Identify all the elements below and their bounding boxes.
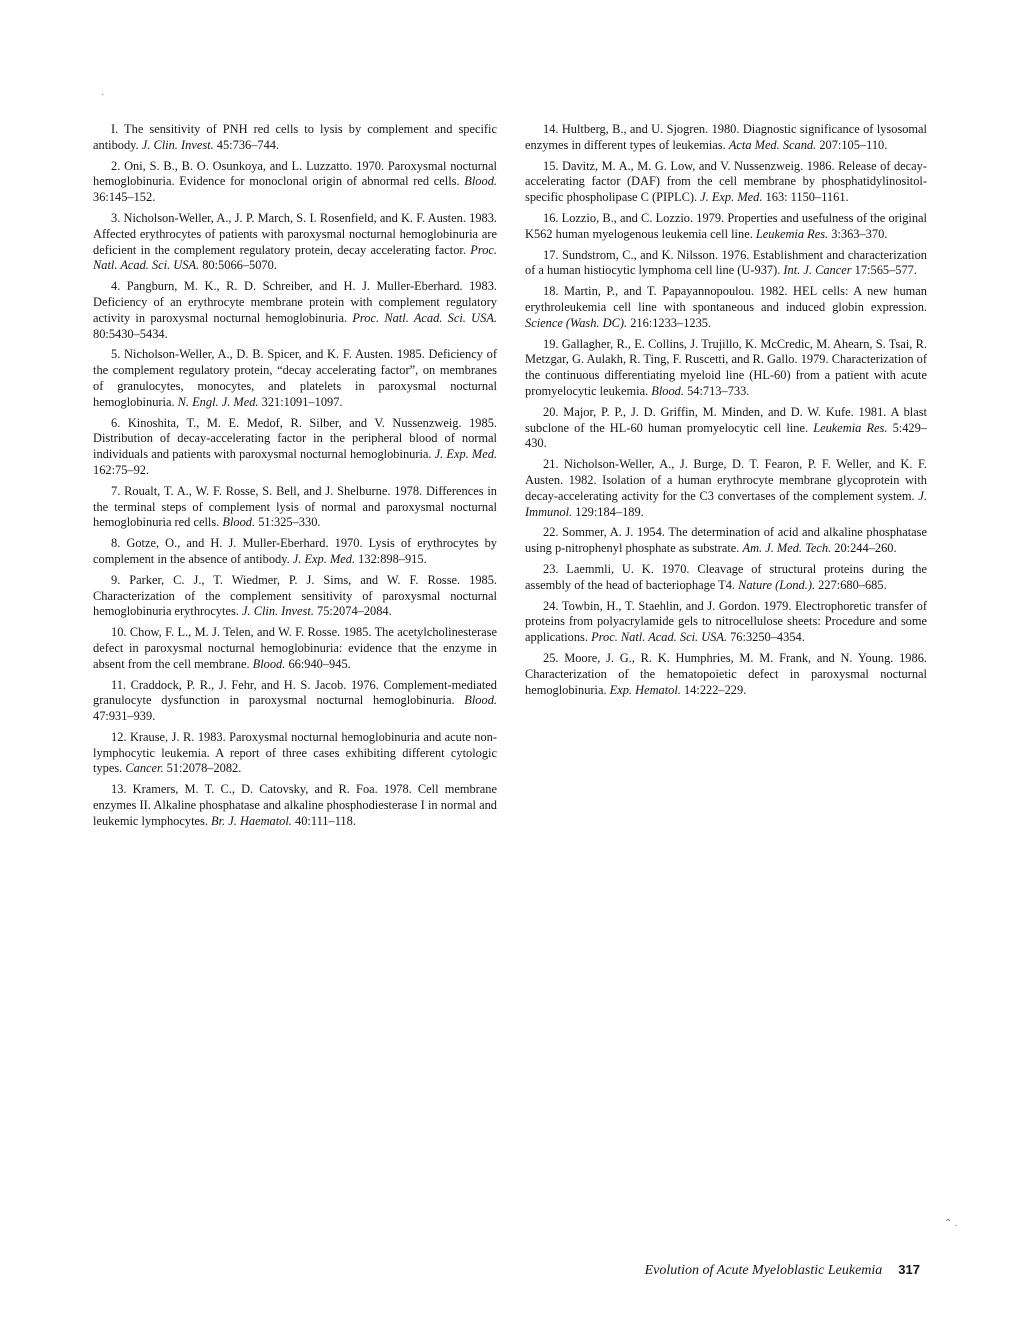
reference-text: 2. Oni, S. B., B. O. Osunkoya, and L. Luzzatto. 1970. Paroxysmal nocturnal hemoglobinuria. Evidence for monoclonal origin of abnormal red cells.	[93, 158, 497, 189]
reference-entry	[525, 651, 927, 698]
reference-citation: 66:940–945.	[285, 656, 351, 671]
running-footer	[560, 1262, 920, 1279]
reference-journal: Leukemia Res.	[813, 420, 888, 435]
reference-journal: J. Clin. Invest.	[141, 137, 214, 152]
reference-entry	[93, 484, 497, 531]
reference-entry	[93, 573, 497, 620]
reference-citation: 216:1233–1235.	[627, 315, 712, 330]
reference-citation: 36:145–152.	[93, 190, 156, 205]
reference-text: 19. Gallagher, R., E. Collins, J. Trujillo, K. McCredic, M. Ahearn, S. Tsai, R. Metzgar, G. Aulakh, R. Ting, F. Ruscetti, and R. Gallo. 1979. Characterization of the continuous differentiating myeloid line (HL-60) from a patient with acute promyelocytic leukemia.	[525, 336, 927, 398]
reference-text: 14. Hultberg, B., and U. Sjogren. 1980. Diagnostic significance of lysosomal enzymes in different types of leukemias.	[525, 122, 927, 152]
reference-entry	[525, 405, 927, 452]
reference-text: 15. Davitz, M. A., M. G. Low, and V. Nussenzweig. 1986. Release of decay-accelerating factor (DAF) from the cell membrane by phosphatidylinositol-specific phospholipase C (PIPLC).	[525, 158, 927, 205]
references-column-left	[93, 122, 497, 835]
reference-citation: 5:429–430.	[525, 420, 927, 451]
reference-entry	[93, 625, 497, 672]
reference-text: 11. Craddock, P. R., J. Fehr, and H. S. Jacob. 1976. Complement-mediated granulocyte dysfunction in paroxysmal nocturnal hemoglobinuria.	[93, 677, 497, 708]
reference-entry	[93, 782, 497, 829]
reference-entry	[525, 599, 927, 646]
reference-text: I. The sensitivity of PNH red cells to lysis by complement and specific antibody.	[93, 122, 497, 152]
reference-text: 4. Pangburn, M. K., R. D. Schreiber, and H. J. Muller-Eberhard. 1983. Deficiency of an erythrocyte membrane protein with complement regulatory activity in paroxysmal nocturnal hemoglobinuria.	[93, 279, 497, 325]
reference-text: 23. Laemmli, U. K. 1970. Cleavage of structural proteins during the assembly of the head of bacteriophage T4.	[525, 561, 927, 592]
scan-speck: ·	[101, 90, 105, 101]
reference-text: 17. Sundstrom, C., and K. Nilsson. 1976. Establishment and characterization of a human histiocytic lymphoma cell line (U-937).	[525, 247, 927, 278]
reference-citation: 76:3250–4354.	[727, 630, 805, 645]
reference-entry	[93, 211, 497, 274]
reference-citation: 80:5430–5434.	[93, 326, 168, 341]
reference-text: 8. Gotze, O., and H. J. Muller-Eberhard. 1970. Lysis of erythrocytes by complement in the absence of antibody.	[93, 536, 497, 566]
reference-citation: 20:244–260.	[831, 541, 897, 556]
reference-text: 6. Kinoshita, T., M. E. Medof, R. Silber, and V. Nussenzweig. 1985. Distribution of decay-accelerating factor in the peripheral blood of normal individuals and patients with paroxysmal nocturnal hemoglobinuria.	[93, 415, 497, 462]
reference-journal: Proc. Natl. Acad. Sci. USA.	[591, 630, 728, 645]
reference-journal: Nature (Lond.).	[738, 577, 816, 592]
reference-entry	[93, 730, 497, 777]
references-column-right	[525, 122, 927, 703]
reference-text: 16. Lozzio, B., and C. Lozzio. 1979. Properties and usefulness of the original K562 human myelogenous leukemia cell line.	[525, 210, 927, 241]
reference-journal: Br. J. Haematol.	[211, 813, 292, 828]
reference-citation: 17:565–577.	[851, 263, 917, 278]
reference-journal: J. Exp. Med.	[292, 551, 356, 566]
page-number: 317	[898, 1262, 920, 1277]
reference-citation: 3:363–370.	[828, 226, 888, 241]
reference-text: 3. Nicholson-Weller, A., J. P. March, S. I. Rosenfield, and K. F. Austen. 1983. Affected erythrocytes of patients with paroxysmal nocturnal hemoglobinuria are deficient in the complement regulatory protein, decay accelerating factor.	[93, 210, 497, 257]
reference-citation: 163: 1150–1161.	[762, 190, 849, 205]
reference-journal: Blood.	[222, 515, 256, 530]
reference-citation: 132:898–915.	[355, 551, 427, 566]
reference-entry	[525, 159, 927, 206]
reference-citation: 207:105–110.	[816, 137, 888, 152]
reference-journal: N. Engl. J. Med.	[177, 394, 259, 409]
reference-journal: J. Immunol.	[525, 488, 927, 519]
reference-journal: Blood.	[252, 656, 286, 671]
reference-text: 5. Nicholson-Weller, A., D. B. Spicer, and K. F. Austen. 1985. Deficiency of the complement regulatory protein, “decay accelerating factor”, on membranes of granulocytes, monocytes, and platelets in paroxysmal nocturnal hemoglobinuria.	[93, 347, 497, 409]
reference-text: 10. Chow, F. L., M. J. Telen, and W. F. Rosse. 1985. The acetylcholinesterase defect in paroxysmal nocturnal hemoglobinuria: evidence that the enzyme in absent from the cell membrane.	[93, 625, 497, 671]
reference-entry	[525, 457, 927, 520]
reference-journal: Blood.	[651, 383, 684, 398]
reference-journal: J. Clin. Invest.	[242, 604, 314, 619]
reference-entry	[525, 284, 927, 331]
reference-citation: 227:680–685.	[815, 577, 887, 592]
reference-journal: Cancer.	[125, 761, 164, 776]
reference-text: 21. Nicholson-Weller, A., J. Burge, D. T. Fearon, P. F. Weller, and K. F. Austen. 1982. Isolation of a human erythrocyte membrane glycoprotein with decay-accelerating activity for the C3 convertases of the complement system.	[525, 457, 927, 503]
reference-text: 7. Roualt, T. A., W. F. Rosse, S. Bell, and J. Shelburne. 1978. Differences in the terminal steps of complement lysis of normal and paroxysmal nocturnal hemoglobinuria red cells.	[93, 483, 497, 530]
reference-journal: Science (Wash. DC).	[525, 315, 628, 330]
reference-text: 25. Moore, J. G., R. K. Humphries, M. M. Frank, and N. Young. 1986. Characterization of the hematopoietic defect in paroxysmal nocturnal hemoglobinuria.	[525, 650, 927, 697]
reference-citation: 45:736–744.	[213, 137, 280, 152]
reference-journal: Exp. Hematol.	[609, 682, 681, 697]
reference-citation: 54:713–733.	[683, 383, 750, 398]
reference-journal: Int. J. Cancer	[783, 263, 852, 278]
reference-journal: Leukemia Res.	[755, 226, 829, 241]
reference-journal: Proc. Natl. Acad. Sci. USA.	[352, 310, 497, 325]
reference-journal: Am. J. Med. Tech.	[742, 541, 832, 556]
reference-journal: Proc. Natl. Acad. Sci. USA.	[93, 242, 497, 273]
reference-citation: 321:1091–1097.	[258, 394, 343, 409]
reference-citation: 51:2078–2082.	[163, 761, 242, 776]
reference-journal: Blood.	[464, 693, 497, 708]
reference-citation: 129:184–189.	[572, 504, 644, 519]
reference-citation: 40:111–118.	[291, 813, 356, 828]
reference-entry	[525, 122, 927, 154]
reference-text: 13. Kramers, M. T. C., D. Catovsky, and R. Foa. 1978. Cell membrane enzymes II. Alkaline phosphatase and alkaline phosphodiesterase I in normal and leukemic lymphocytes.	[93, 782, 497, 828]
reference-journal: J. Exp. Med.	[434, 447, 497, 462]
reference-entry	[93, 678, 497, 725]
reference-entry	[525, 248, 927, 280]
reference-text: 9. Parker, C. J., T. Wiedmer, P. J. Sims, and W. F. Rosse. 1985. Characterization of the complement sensitivity of paroxysmal nocturnal hemoglobinuria erythrocytes.	[93, 572, 497, 619]
reference-entry	[525, 211, 927, 243]
reference-entry	[525, 562, 927, 594]
reference-text: 18. Martin, P., and T. Papayannopoulou. 1982. HEL cells: A new human erythroleukemia cell line with spontaneous and induced globin expression.	[525, 284, 927, 314]
reference-entry	[93, 159, 497, 206]
reference-text: 20. Major, P. P., J. D. Griffin, M. Minden, and D. W. Kufe. 1981. A blast subclone of the HL-60 human promyelocytic cell line.	[525, 404, 927, 435]
reference-entry	[93, 279, 497, 342]
reference-citation: 14:222–229.	[680, 682, 747, 697]
reference-citation: 162:75–92.	[93, 462, 150, 477]
reference-citation: 51:325–330.	[255, 515, 321, 530]
reference-journal: J. Exp. Med.	[700, 190, 763, 205]
reference-entry	[93, 347, 497, 410]
reference-journal: Acta Med. Scand.	[728, 137, 817, 152]
reference-journal: Blood.	[464, 174, 497, 189]
scan-speck: ⌃ .	[944, 1218, 958, 1229]
reference-citation: 75:2074–2084.	[313, 604, 392, 619]
reference-citation: 47:931–939.	[93, 709, 156, 724]
reference-entry	[93, 416, 497, 479]
reference-text: 12. Krause, J. R. 1983. Paroxysmal nocturnal hemoglobinuria and acute non-lymphocytic leukemia. A report of three cases exhibiting different cytologic types.	[93, 729, 497, 776]
reference-citation: 80:5066–5070.	[199, 258, 277, 273]
reference-entry	[93, 536, 497, 568]
reference-text: 24. Towbin, H., T. Staehlin, and J. Gordon. 1979. Electrophoretic transfer of proteins from polyacrylamide gels to nitrocellulose sheets: Procedure and some applications.	[525, 598, 927, 645]
reference-entry	[525, 337, 927, 400]
reference-entry	[93, 122, 497, 154]
running-title: Evolution of Acute Myeloblastic Leukemia	[644, 1263, 883, 1278]
reference-entry	[525, 525, 927, 557]
reference-text: 22. Sommer, A. J. 1954. The determination of acid and alkaline phosphatase using p-nitrophenyl phosphate as substrate.	[525, 525, 927, 556]
